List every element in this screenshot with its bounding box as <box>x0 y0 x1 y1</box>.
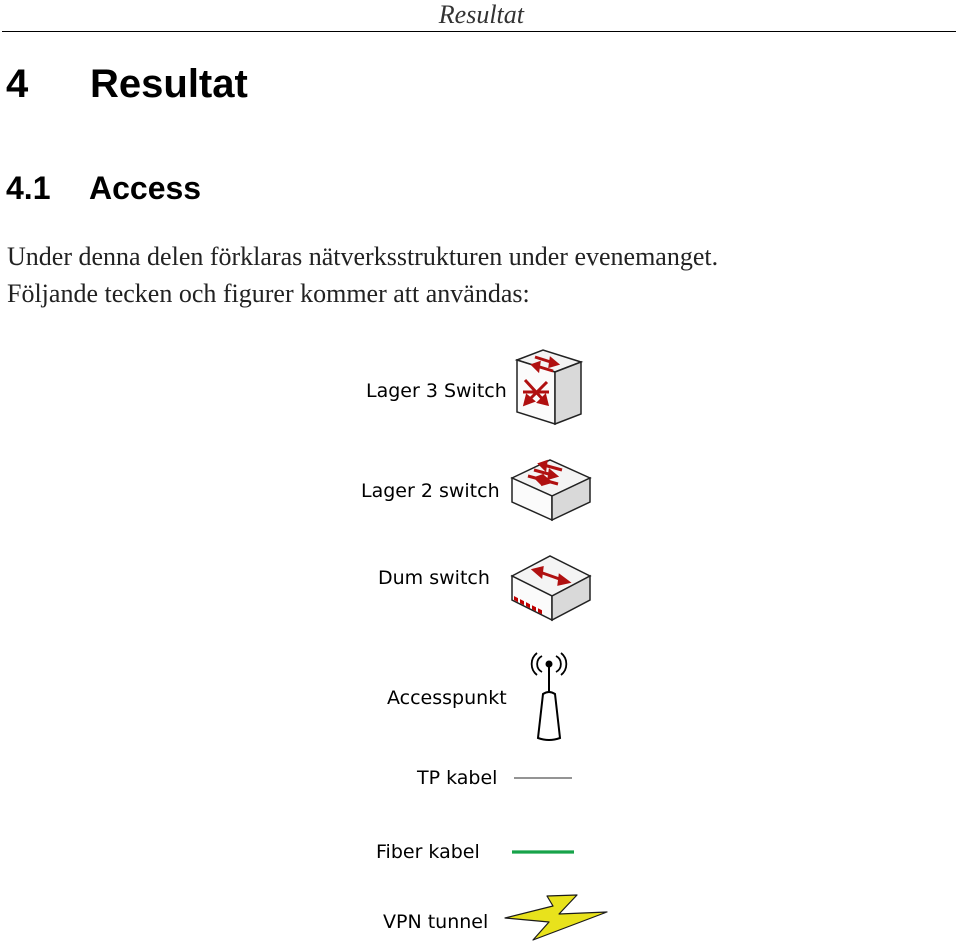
paragraph-line: Under denna delen förklaras nätverksstrukturen under evenemanget. <box>7 242 719 271</box>
legend-label-access-point: Accesspunkt <box>387 687 507 709</box>
header-rule <box>2 31 956 32</box>
tp-cable-line <box>512 770 574 786</box>
legend-label-fiber-cable: Fiber kabel <box>376 841 480 863</box>
section-number: 4 <box>6 62 29 106</box>
subsection-number: 4.1 <box>6 170 51 206</box>
subsection-heading <box>6 170 201 207</box>
section-title: Resultat <box>90 62 248 106</box>
access-point-icon <box>528 650 570 742</box>
legend-label-layer3-switch: Lager 3 Switch <box>366 380 507 402</box>
vpn-tunnel-bolt-icon <box>503 892 609 942</box>
layer3-switch-icon <box>505 346 587 428</box>
running-header-title: Resultat <box>438 0 524 29</box>
running-header <box>0 0 960 32</box>
subsection-title: Access <box>89 170 202 206</box>
legend-label-layer2-switch: Lager 2 switch <box>361 480 500 502</box>
dumb-switch-icon <box>510 550 592 622</box>
intro-paragraph <box>7 238 907 312</box>
legend-label-dumb-switch: Dum switch <box>378 567 490 589</box>
layer2-switch-icon <box>510 456 592 522</box>
legend-label-tp-cable: TP kabel <box>417 767 498 789</box>
section-heading <box>6 62 248 107</box>
fiber-cable-line <box>510 844 576 860</box>
paragraph-line: Följande tecken och figurer kommer att användas: <box>7 279 530 308</box>
legend-label-vpn-tunnel: VPN tunnel <box>383 911 489 933</box>
